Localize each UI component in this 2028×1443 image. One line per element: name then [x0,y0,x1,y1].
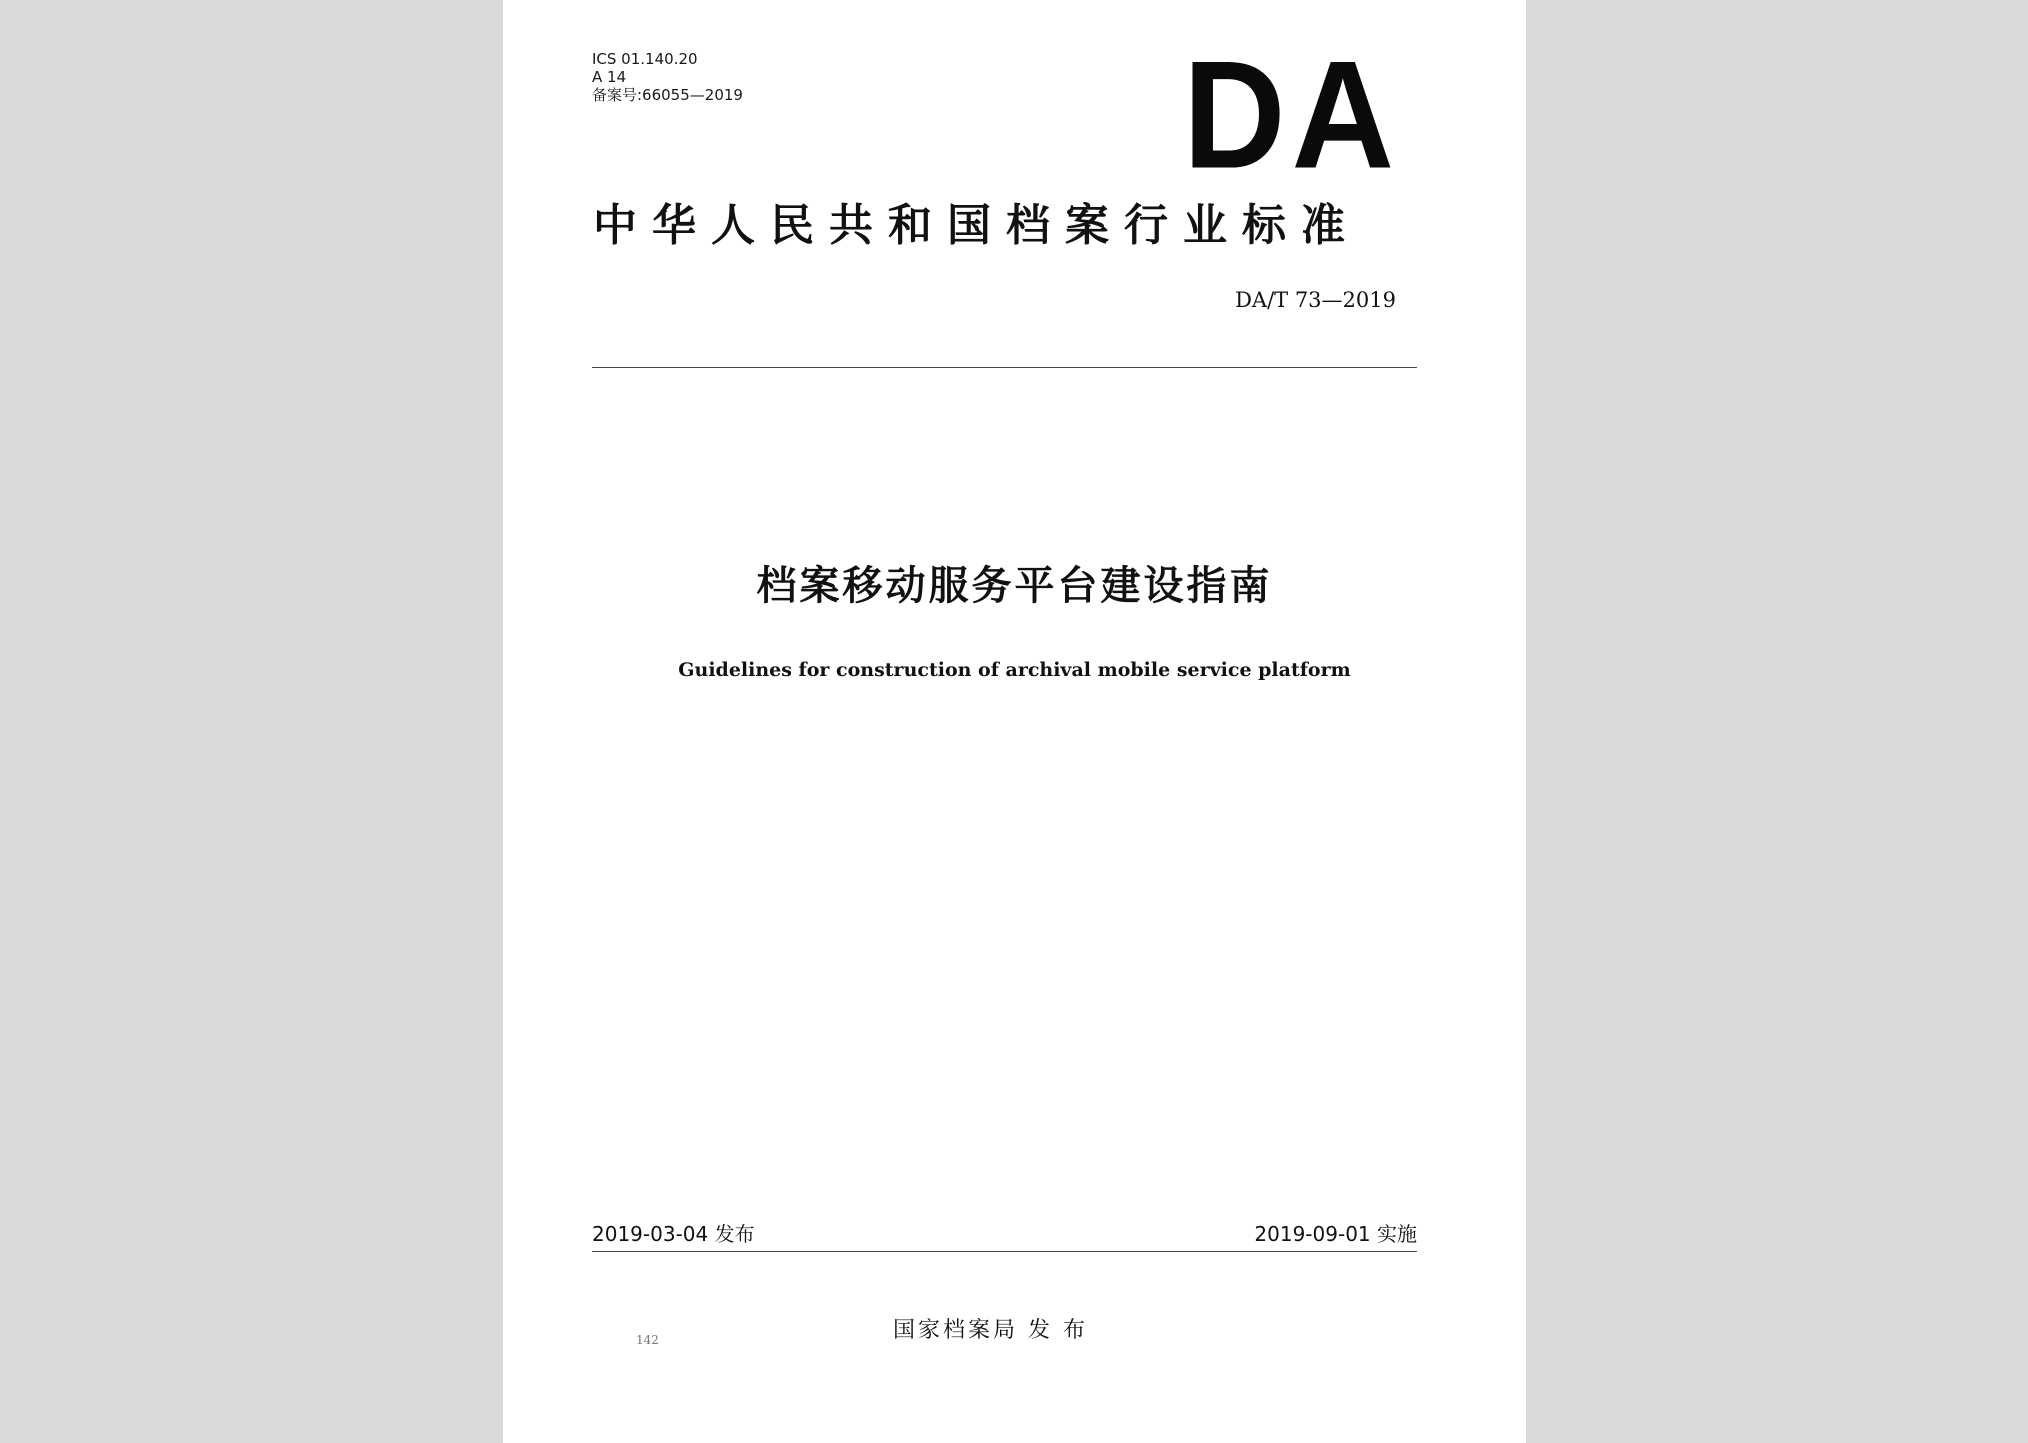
implementation-date: 2019-09-01 实施 [1254,1222,1417,1246]
top-divider [592,367,1417,368]
bottom-divider [592,1251,1417,1252]
classification-code: A 14 [592,68,627,86]
document-title-cn: 档案移动服务平台建设指南 [756,563,1273,609]
standard-number: DA/T 73—2019 [1235,288,1396,312]
da-logo: DA [1183,29,1401,202]
ics-code: ICS 01.140.20 [592,50,698,68]
record-number: 备案号:66055—2019 [592,86,743,104]
document-title-en: Guidelines for construction of archival mobile service platform [678,659,1351,681]
publisher: 国家档案局 发 布 [893,1318,1088,1343]
issue-date: 2019-03-04 发布 [592,1222,755,1246]
page-number: 142 [636,1333,659,1347]
document-page [503,0,1526,1443]
organization-title: 中华人民共和国档案行业标准 [593,200,1360,251]
